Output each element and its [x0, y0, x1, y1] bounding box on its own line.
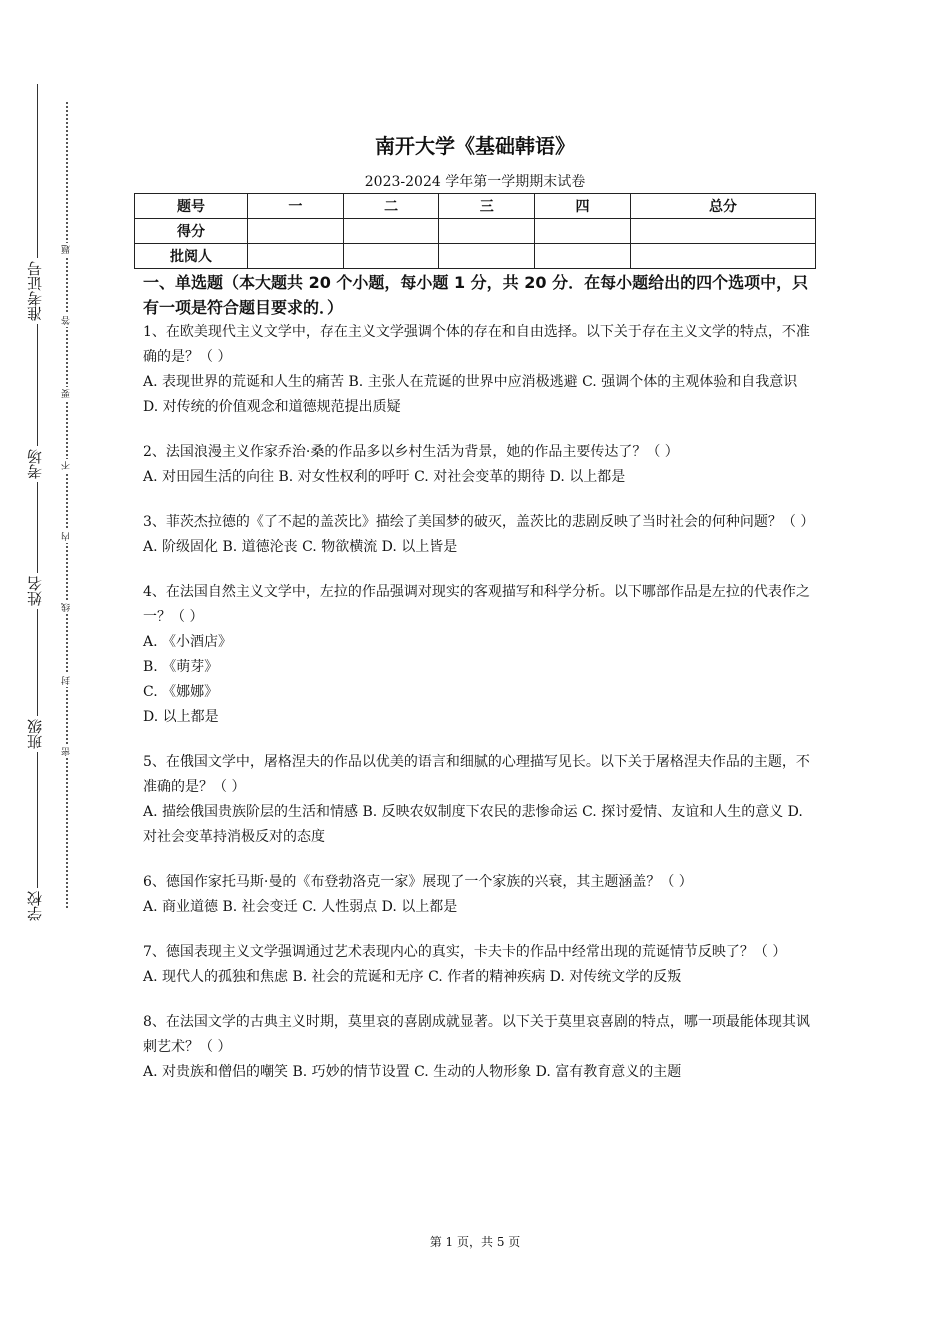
score-cell [248, 219, 344, 244]
seal-char: 要 [62, 389, 72, 398]
question-options: A. 现代人的孤独和焦虑 B. 社会的荒诞和无序 C. 作者的精神疾病 D. 对传统文学的反叛 [143, 969, 682, 985]
name-label: 姓名 [24, 573, 45, 609]
binding-solid-line [37, 84, 38, 920]
question-stem: 7、德国表现主义文学强调通过艺术表现内心的真实，卡夫卡的作品中经常出现的荒诞情节反映了？（ ） [143, 944, 787, 960]
question-stem: 4、在法国自然主义文学中，左拉的作品强调对现实的客观描写和科学分析。以下哪部作品是左拉的代表作之一？（ ） [143, 584, 810, 625]
score-table-header [135, 194, 816, 219]
question-7 [143, 940, 811, 990]
seal-char: 不 [62, 461, 72, 470]
question-option-c: C. 《娜娜》 [143, 684, 219, 700]
question-6 [143, 870, 811, 920]
score-cell [535, 219, 631, 244]
score-row-label: 得分 [135, 219, 248, 244]
seal-dotted-line [66, 102, 68, 908]
score-header-cell: 四 [535, 194, 631, 219]
score-header-cell: 题号 [135, 194, 248, 219]
page-footer: 第 1 页，共 5 页 [429, 1235, 521, 1249]
seal-char: 题 [62, 245, 72, 254]
question-4 [143, 580, 811, 730]
question-options: A. 表现世界的荒诞和人生的痛苦 B. 主张人在荒诞的世界中应消极逃避 C. 强调个体的主观体验和自我意识 D. 对传统的价值观念和道德规范提出质疑 [143, 374, 798, 415]
question-2 [143, 440, 811, 490]
question-stem: 6、德国作家托马斯·曼的《布登勃洛克一家》展现了一个家族的兴衰，其主题涵盖？（ ） [143, 874, 693, 890]
question-8 [143, 1010, 811, 1085]
question-stem: 8、在法国文学的古典主义时期，莫里哀的喜剧成就显著。以下关于莫里哀喜剧的特点，哪一项最能体现其讽刺艺术？（ ） [143, 1014, 810, 1055]
seal-char: 线 [62, 603, 72, 612]
question-options: A. 对田园生活的向往 B. 对女性权利的呼吁 C. 对社会变革的期待 D. 以上都是 [143, 469, 626, 485]
question-option-d: D. 以上都是 [143, 709, 219, 725]
question-stem: 2、法国浪漫主义作家乔治·桑的作品多以乡村生活为背景，她的作品主要传达了？（ ） [143, 444, 679, 460]
question-3 [143, 510, 815, 560]
score-cell [343, 219, 439, 244]
question-1 [143, 320, 811, 420]
question-options: A. 对贵族和僧侣的嘲笑 B. 巧妙的情节设置 C. 生动的人物形象 D. 富有教育意义的主题 [143, 1064, 682, 1080]
school-label: 学校 [24, 888, 45, 924]
reviewer-cell [248, 244, 344, 269]
question-options: A. 描绘俄国贵族阶层的生活和情感 B. 反映农奴制度下农民的悲惨命运 C. 探讨爱情、友谊和人生的意义 D. 对社会变革持消极反对的态度 [143, 804, 803, 845]
question-options: A. 商业道德 B. 社会变迁 C. 人性弱点 D. 以上都是 [143, 899, 458, 915]
exam-subtitle: 2023-2024 学年第一学期期末试卷 [364, 174, 586, 190]
section-heading: 一、单选题（本大题共 20 个小题，每小题 1 分，共 20 分．在每小题给出的四个选项中，只有一项是符合题目要求的．） [143, 273, 809, 317]
reviewer-cell [439, 244, 535, 269]
seal-char: 封 [62, 676, 72, 685]
reviewer-row-label: 批阅人 [135, 244, 248, 269]
question-5 [143, 750, 811, 850]
question-stem: 1、在欧美现代主义文学中，存在主义文学强调个体的存在和自由选择。以下关于存在主义文学的特点，不准确的是？（ ） [143, 324, 810, 365]
question-option-b: B. 《萌芽》 [143, 659, 219, 675]
score-header-cell: 二 [343, 194, 439, 219]
score-row [135, 219, 816, 244]
class-label: 班级 [24, 716, 45, 752]
exam-number-label: 准考证号 [24, 258, 45, 324]
score-header-cell: 总分 [630, 194, 815, 219]
reviewer-row [135, 244, 816, 269]
score-table [134, 193, 816, 269]
reviewer-cell [535, 244, 631, 269]
score-header-cell: 三 [439, 194, 535, 219]
exam-title: 南开大学《基础韩语》 [375, 134, 575, 158]
score-cell [630, 219, 815, 244]
seal-char: 答 [62, 316, 72, 325]
score-header-cell: 一 [248, 194, 344, 219]
question-stem: 5、在俄国文学中，屠格涅夫的作品以优美的语言和细腻的心理描写见长。以下关于屠格涅夫作品的主题，不准确的是？（ ） [143, 754, 810, 795]
score-cell [439, 219, 535, 244]
question-option-a: A. 《小酒店》 [143, 634, 233, 650]
seal-char: 内 [62, 532, 72, 541]
reviewer-cell [630, 244, 815, 269]
question-options: A. 阶级固化 B. 道德沦丧 C. 物欲横流 D. 以上皆是 [143, 539, 458, 555]
binding-margin [0, 0, 110, 1344]
exam-room-label: 考场 [24, 446, 45, 482]
question-stem: 3、菲茨杰拉德的《了不起的盖茨比》描绘了美国梦的破灭，盖茨比的悲剧反映了当时社会的何种问题？（ ） [143, 514, 815, 530]
reviewer-cell [343, 244, 439, 269]
question-list [143, 320, 815, 1105]
seal-char: 密 [62, 747, 72, 756]
